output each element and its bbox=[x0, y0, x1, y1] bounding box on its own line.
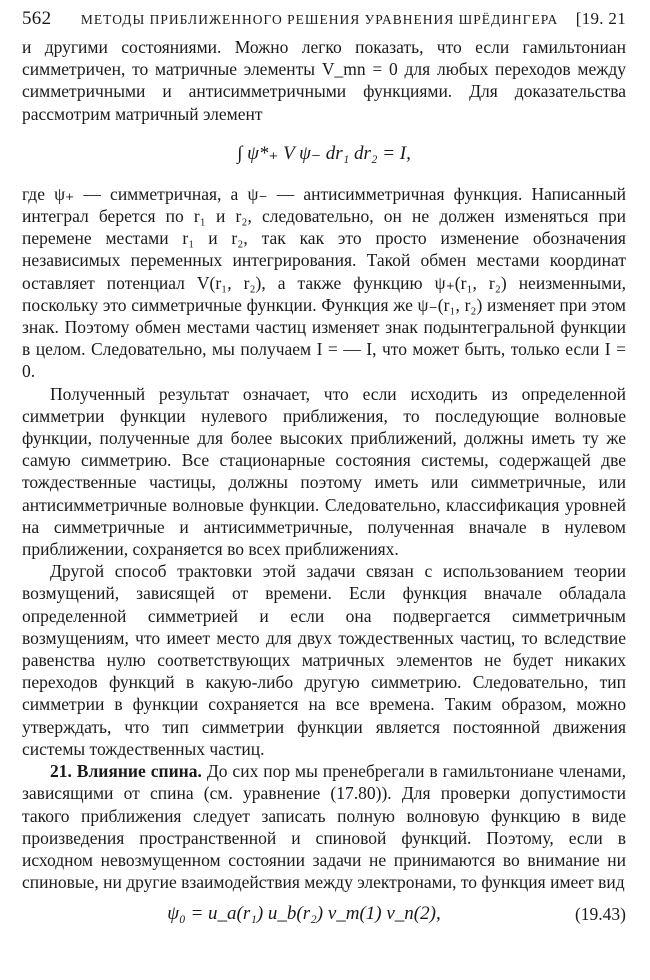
section-title: 21. Влияние спина. bbox=[50, 761, 202, 782]
paragraph-4: Другой способ трактовки этой задачи связан с использованием теории возмущений, зависящей от времени. Если функция вначале обладала определенной симметрией и если она подвергается симметричным возмущениям, что имеет место для двух тождественных частиц, то вследствие равенства нулю соответствующих матричных элементов не будет никаких переходов функций в какую-либо другую симметрию. Следовательно, тип симметрии в функции сохраняется на все времена. Таким образом, можно утверждать, что тип симметрии функции является постоянной движения системы тождественных частиц. bbox=[22, 561, 626, 759]
running-title: МЕТОДЫ ПРИБЛИЖЕННОГО РЕШЕНИЯ УРАВНЕНИЯ ШРЁДИНГЕРА bbox=[80, 12, 559, 27]
section-reference: [19. 21 bbox=[575, 9, 626, 28]
integral-formula: ∫ ψ*₊ V ψ₋ dr₁ dr₂ = I, bbox=[237, 142, 411, 164]
equation-19-43 bbox=[22, 895, 626, 933]
paragraph-2: где ψ₊ — симметричная, а ψ₋ — антисимметричная функция. Написанный интеграл берется по r₁ и r₂, следовательно, он не должен изменяться при перемене местами r₁ и r₂, так как это просто изменение обозначения независимых переменных интегрирования. Такой обмен местами координат оставляет потенциал V(r₁, r₂), а также функцию ψ₊(r₁, r₂) неизменными, поскольку это симметричные функции. Функция же ψ₋(r₁, r₂) изменяет при этом знак. Поэтому обмен местами частиц изменяет знак подынтегральной функции в целом. Следовательно, мы получаем I = — I, что может быть, только если I = 0. bbox=[22, 183, 626, 382]
equation-number: (19.43) bbox=[574, 904, 626, 925]
page-number: 562 bbox=[22, 8, 52, 29]
paragraph-3: Полученный результат означает, что если исходить из определенной симметрии функции нулевого приближения, то последующие волновые функции, полученные для более высоких приближений, должны иметь ту же самую симметрию. Все стационарные состояния системы, содержащей две тождественные частицы, должны поэтому иметь или симметричные, или антисимметричные волновые функции. Следовательно, классификация уровней на симметричные и антисимметричные, полученная вначале в нулевом приближении, сохраняется во всех приближениях. bbox=[22, 383, 626, 560]
paragraph-1: и другими состояниями. Можно легко показать, что если гамильтониан симметричен, то матричные элементы V_mn = 0 для любых переходов между симметричными и антисимметричными функциями. Для доказательства рассмотрим матричный элемент bbox=[22, 37, 626, 124]
paragraph-5 bbox=[22, 760, 626, 893]
running-head bbox=[22, 8, 626, 30]
paragraph-5-text: До сих пор мы пренебрегали в гамильтониане членами, зависящими от спина (см. уравнение (17.80)). Для проверки допустимости такого приближения следует записать полную волновую функцию в виде произведения пространственной и спиновой функций. Поэтому, если в исходном невозмущенном состоянии задачи не принимаются во внимание ни спиновые, ни другие взаимодействия между электронами, то функция имеет вид bbox=[22, 761, 626, 893]
equation-body: ψ₀ = u_a(r₁) u_b(r₂) v_m(1) v_n(2), bbox=[167, 903, 441, 925]
